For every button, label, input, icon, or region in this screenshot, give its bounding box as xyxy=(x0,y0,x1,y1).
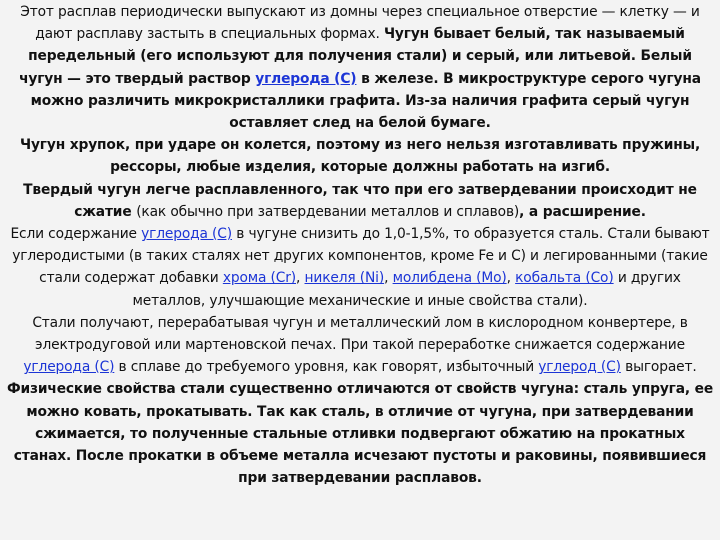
text-span: Этот расплав периодически выпускают из домны через специальное отверстие — клетку — и дают расплаву застыть в специальных формах. xyxy=(20,4,700,43)
text-span: в железе. В микроструктуре серого чугуна можно различить микрокристаллики графита. Из-за наличия графита серый чугун оставляет след на белой бумаге. xyxy=(30,70,701,132)
text-span: , а расширение. xyxy=(519,203,646,220)
carbon-link[interactable]: углерода (С) xyxy=(255,70,357,87)
carbon-link[interactable]: углерода (С) xyxy=(141,226,232,243)
text-span: Твердый чугун легче расплавленного, так что при его затвердевании происходит не сжатие xyxy=(23,181,697,220)
carbon-link[interactable]: углерод (С) xyxy=(538,359,621,376)
paragraph-steel-types xyxy=(6,223,714,312)
text-span: , xyxy=(384,270,393,287)
text-span: Стали получают, перерабатывая чугун и металлический лом в кислородном конвертере, в электродуговой или мартеновской печах. При такой переработке снижается содержание xyxy=(32,314,688,354)
carbon-link[interactable]: углерода (С) xyxy=(23,359,115,376)
paragraph-steel-properties xyxy=(6,378,714,489)
paragraph-brittleness xyxy=(6,134,714,178)
text-span: , xyxy=(296,270,305,287)
text-span: в чугуне снизить до 1,0-1,5%, то образуется сталь. Стали бывают углеродистыми (в таких сталях нет других компонентов, кроме Fe и С) и легированными (такие стали содержат добавки xyxy=(12,226,710,287)
paragraph-cast-iron-production xyxy=(6,1,714,134)
nickel-link[interactable]: никеля (Ni) xyxy=(304,270,385,287)
chromium-link[interactable]: хрома (Cr) xyxy=(222,270,297,287)
text-span: и других металлов, улучшающие механические и иные свойства стали). xyxy=(132,270,681,309)
text-span: Чугун хрупок, при ударе он колется, поэтому из него нельзя изготавливать пружины, рессоры, любые изделия, которые должны работать на изгиб. xyxy=(19,137,701,176)
text-span: Чугун бывает белый, так называемый передельный (его используют для получения стали) и серый, или литьевой. Белый чугун — это твердый раствор xyxy=(19,26,692,87)
paragraph-steel-production xyxy=(6,312,714,379)
text-span: Если содержание xyxy=(10,226,142,243)
text-span: выгорает. xyxy=(620,359,697,376)
cobalt-link[interactable]: кобальта (Co) xyxy=(515,270,614,287)
paragraph-expansion xyxy=(6,179,714,223)
text-span: (как обычно при затвердевании металлов и сплавов) xyxy=(136,203,520,220)
text-span: в сплаве до требуемого уровня, как говорят, избыточный xyxy=(114,359,539,376)
text-span: , xyxy=(506,270,516,287)
text-span: Физические свойства стали существенно отличаются от свойств чугуна: сталь упруга, ее можно ковать, прокатывать. Так как сталь, в отличие от чугуна, при затвердевании сжимается, то полученные стальные отливки подвергают обжатию на прокатных станах. После прокатки в объеме металла исчезают пустоты и раковины, появившиеся при затвердевании расплавов. xyxy=(6,381,714,487)
molybdenum-link[interactable]: молибдена (Mo) xyxy=(392,270,507,287)
